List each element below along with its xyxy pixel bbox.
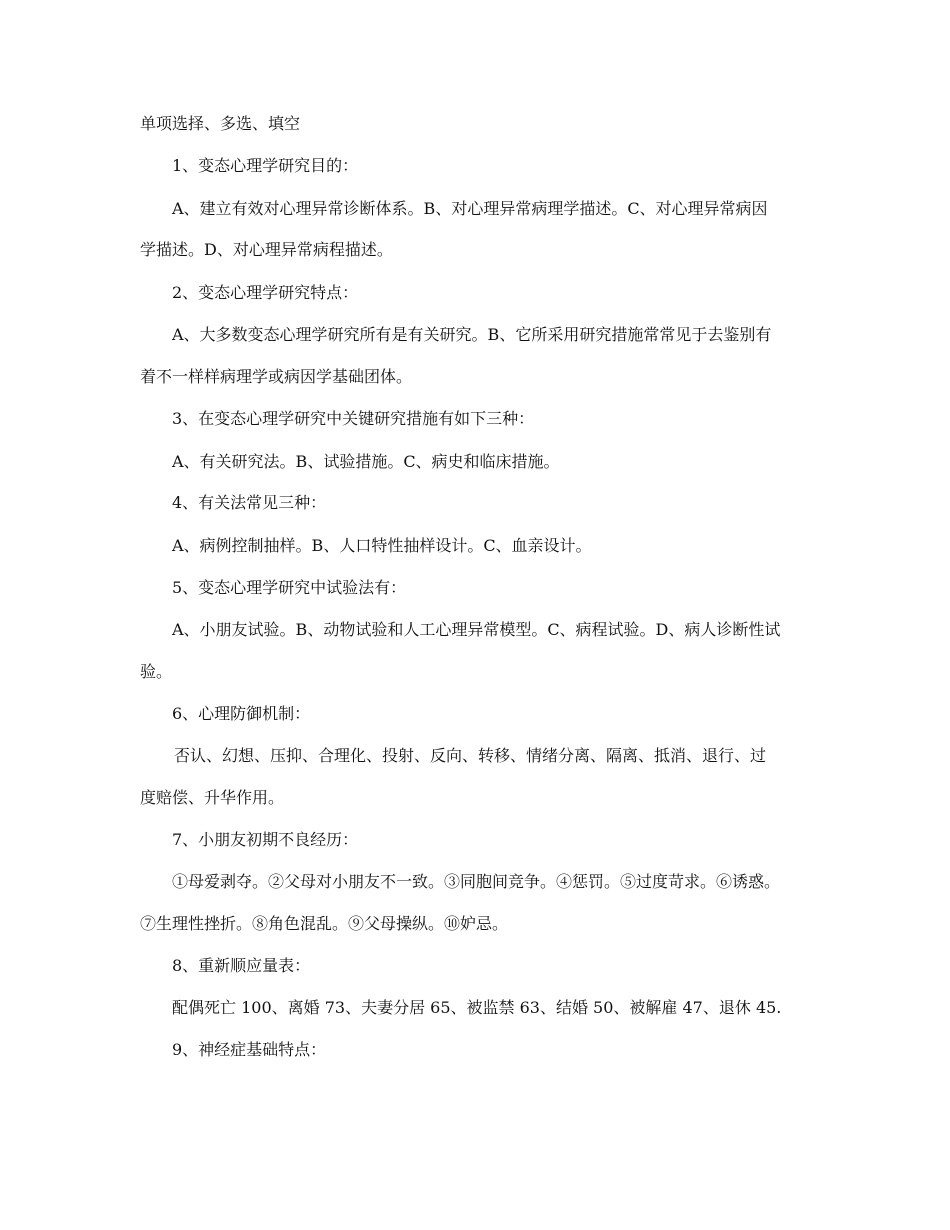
question-3: 3、在变态心理学研究中关键研究措施有如下三种： xyxy=(172,409,535,428)
document-title: 单项选择、多选、填空 xyxy=(140,114,301,133)
answer-4-line-1: A、病例控制抽样。B、人口特性抽样设计。C、血亲设计。 xyxy=(172,536,592,555)
answer-7-line-2: ⑦生理性挫折。⑧角色混乱。⑨父母操纵。⑩妒忌。 xyxy=(140,914,509,933)
answer-2-line-2: 着不一样样病理学或病因学基础团体。 xyxy=(140,367,413,386)
answer-8-line-1: 配偶死亡 100、离婚 73、夫妻分居 65、被监禁 63、结婚 50、被解雇 47、退休 45. xyxy=(172,998,782,1017)
question-8: 8、重新顺应量表： xyxy=(172,956,311,975)
answer-6-line-1: 否认、幻想、压抑、合理化、投射、反向、转移、情绪分离、隔离、抵消、退行、过 xyxy=(174,746,767,765)
answer-5-line-1: A、小朋友试验。B、动物试验和人工心理异常模型。C、病程试验。D、病人诊断性试 xyxy=(172,620,781,639)
answer-3-line-1: A、有关研究法。B、试验措施。C、病史和临床措施。 xyxy=(172,452,560,471)
question-1: 1、变态心理学研究目的： xyxy=(172,156,359,175)
answer-7-line-1: ①母爱剥夺。②父母对小朋友不一致。③同胞间竞争。④惩罚。⑤过度苛求。⑥诱惑。 xyxy=(172,872,781,891)
answer-6-line-2: 度赔偿、升华作用。 xyxy=(140,788,285,807)
question-5: 5、变态心理学研究中试验法有： xyxy=(172,578,407,597)
question-2: 2、变态心理学研究特点： xyxy=(172,283,359,302)
answer-5-line-2: 验。 xyxy=(140,662,173,681)
question-4: 4、有关法常见三种： xyxy=(172,493,327,512)
answer-2-line-1: A、大多数变态心理学研究所有是有关研究。B、它所采用研究措施常常见于去鉴别有 xyxy=(172,325,772,344)
question-9: 9、神经症基础特点： xyxy=(172,1040,327,1059)
answer-1-line-2: 学描述。D、对心理异常病程描述。 xyxy=(140,240,393,259)
question-6: 6、心理防御机制： xyxy=(172,704,311,723)
answer-1-line-1: A、建立有效对心理异常诊断体系。B、对心理异常病理学描述。C、对心理异常病因 xyxy=(172,199,768,218)
question-7: 7、小朋友初期不良经历： xyxy=(172,830,359,849)
